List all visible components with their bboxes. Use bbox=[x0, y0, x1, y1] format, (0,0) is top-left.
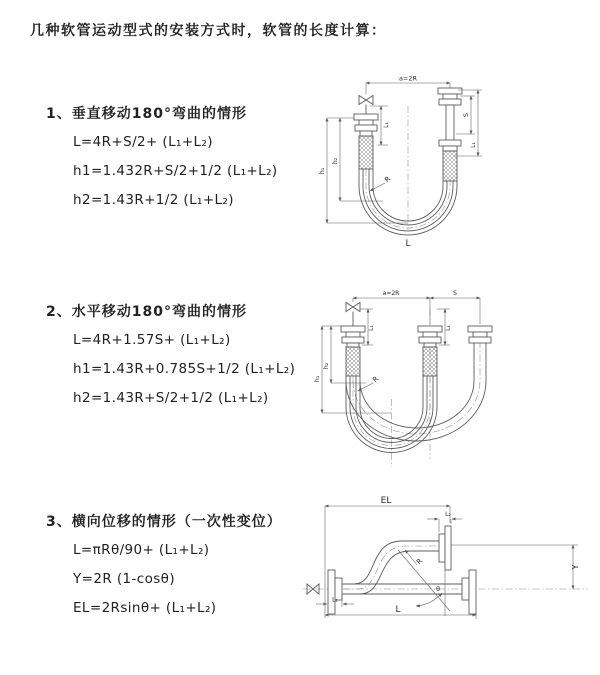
flange-fitting-middle bbox=[418, 326, 442, 376]
formula-line: h2=1.43R+S/2+1/2 (L₁+L₂) bbox=[73, 390, 269, 406]
dim-label-a2r: a=2R bbox=[398, 74, 418, 83]
flange-fitting-left bbox=[354, 114, 378, 169]
braided-hose bbox=[346, 347, 360, 376]
formula-line: EL=2Rsinθ+ (L₁+L₂) bbox=[73, 600, 217, 616]
section-1 bbox=[46, 103, 308, 221]
diagram-lateral-displacement bbox=[298, 493, 598, 648]
section-3-heading: 3、横向位移的情形（一次性变位） bbox=[46, 514, 282, 530]
dim-label-l1-side: L₁ bbox=[470, 142, 477, 148]
dim-label-l2: L₂ bbox=[445, 511, 451, 518]
dim-label-r: R bbox=[383, 174, 393, 185]
flange-left bbox=[328, 570, 342, 614]
hose-s-curve bbox=[342, 541, 439, 594]
section-2 bbox=[46, 301, 308, 419]
dim-label-h2: h₂ bbox=[331, 157, 339, 165]
dim-label-l1: L₁ bbox=[383, 122, 390, 128]
dimension-lines bbox=[313, 290, 480, 413]
dim-label-l: L bbox=[405, 239, 411, 249]
dim-label-h2: h₂ bbox=[322, 362, 330, 370]
section-2-heading: 2、水平移动180°弯曲的情形 bbox=[46, 304, 247, 320]
dim-label-y: Y bbox=[571, 564, 580, 570]
diagram-vertical-180-bend bbox=[298, 68, 588, 263]
dim-label-l: L bbox=[395, 605, 401, 615]
hose-axis-moved bbox=[353, 343, 480, 434]
section-1-heading: 1、垂直移动180°弯曲的情形 bbox=[46, 106, 247, 122]
dim-label-el: EL bbox=[380, 496, 392, 506]
flange-fitting-right-moved bbox=[468, 326, 492, 343]
dim-label-l1-left: L₁ bbox=[368, 325, 375, 331]
braided-hose bbox=[359, 136, 373, 169]
dim-label-l1: L₁ bbox=[332, 596, 338, 604]
flange-fitting-left bbox=[341, 326, 365, 376]
formula-line: L=4R+1.57S+ (L₁+L₂) bbox=[73, 332, 231, 348]
diagram-horizontal-180-bend bbox=[298, 281, 598, 476]
formula-line: L=πRθ/90+ (L₁+L₂) bbox=[73, 542, 210, 558]
dim-label-h1: h₁ bbox=[318, 167, 326, 175]
dim-label-a2r: a=2R bbox=[382, 290, 400, 297]
hose-axis bbox=[353, 376, 430, 446]
formula-line: Y=2R (1-cosθ) bbox=[73, 571, 175, 587]
dim-label-h1: h₁ bbox=[313, 375, 321, 383]
dim-label-s: S bbox=[462, 112, 470, 118]
formula-line: L=4R+S/2+ (L₁+L₂) bbox=[73, 134, 213, 150]
valve-icon bbox=[346, 303, 360, 327]
section-3 bbox=[46, 511, 308, 629]
formula-line: h2=1.43R+1/2 (L₁+L₂) bbox=[73, 192, 234, 208]
formula-line: h1=1.432R+S/2+1/2 (L₁+L₂) bbox=[73, 163, 278, 179]
dim-label-r: R bbox=[415, 557, 425, 567]
dim-label-theta: θ bbox=[436, 585, 440, 593]
page-title: 几种软管运动型式的安装方式时，软管的长度计算： bbox=[30, 23, 387, 39]
flange-upper-right bbox=[439, 526, 451, 570]
flange-fitting-right bbox=[438, 88, 462, 181]
flange-lower-right bbox=[462, 570, 476, 614]
dim-label-l1-mid: L₁ bbox=[445, 325, 452, 331]
dim-label-s: S bbox=[453, 290, 457, 297]
braided-hose bbox=[443, 151, 457, 181]
braided-hose bbox=[423, 347, 437, 376]
valve-icon bbox=[359, 96, 373, 115]
formula-line: h1=1.43R+0.785S+1/2 (L₁+L₂) bbox=[73, 361, 296, 377]
dim-label-r: R bbox=[371, 374, 381, 385]
